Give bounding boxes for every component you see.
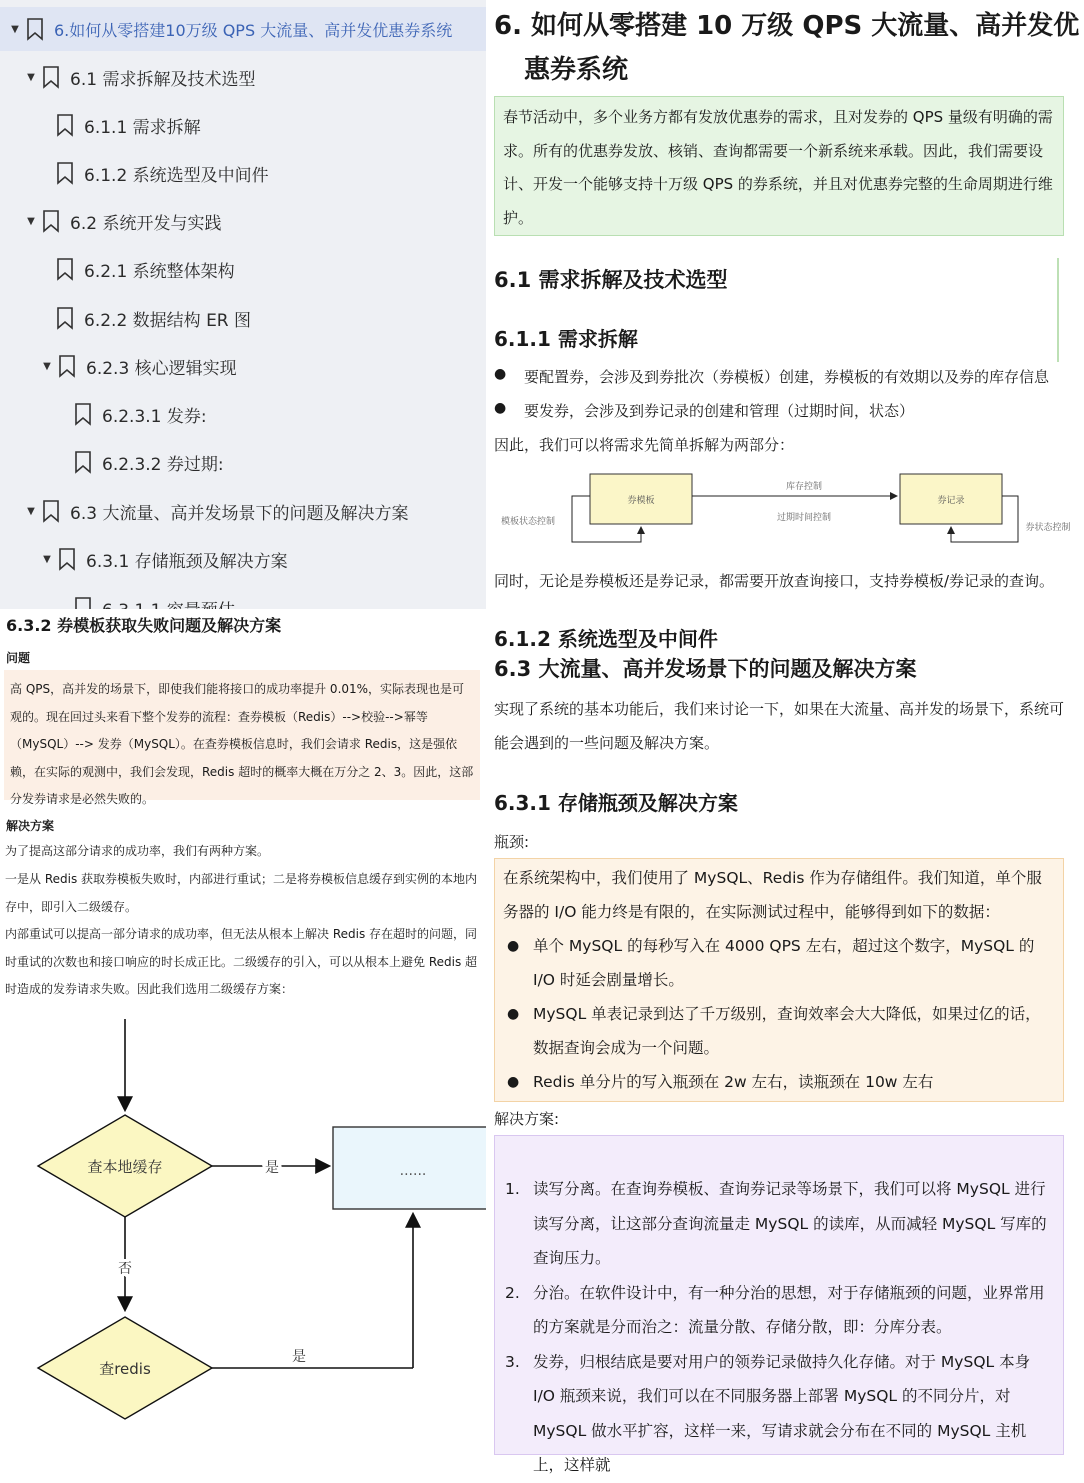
ordered-item-text: 分治。在软件设计中，有一种分治的思想，对于存储瓶颈的问题，业界常用的方案就是分而治之：流量分散、存储分散，即：分库分表。: [533, 1283, 1045, 1336]
bookmark-icon: [74, 451, 92, 473]
paragraph: 同时，无论是券模板还是券记录，都需要开放查询接口，支持券模板/券记录的查询。: [494, 572, 1055, 590]
outline-item-label: 6.2.3.1 发券:: [102, 406, 207, 427]
bookmark-icon: [26, 18, 44, 40]
ordered-item: [503, 1345, 1055, 1483]
cache-flowchart: [0, 1009, 486, 1443]
heading-6-3-1: 6.3.1 存储瓶颈及解决方案: [494, 791, 738, 815]
ordered-item-text: 读写分离。在查询券模板、查询券记录等场景下，我们可以将 MySQL 进行读写分离，让这部分查询流量走 MySQL 的读库，从而减轻 MySQL 写库的查询压力。: [533, 1180, 1047, 1267]
list-number: 3.: [505, 1352, 520, 1371]
ordered-item: [503, 1276, 1055, 1345]
bottleneck-intro: 在系统架构中，我们使用了 MySQL、Redis 作为存储组件。我们知道，单个服务器的 I/O 能力终是有限的，在实际测试过程中，能够得到如下的数据：: [503, 869, 1042, 921]
collapse-caret-icon[interactable]: ▼: [27, 71, 35, 83]
outline-item-label: 6.2 系统开发与实践: [70, 213, 222, 234]
bookmark-icon: [58, 355, 76, 377]
list-number: 1.: [505, 1180, 520, 1198]
bullet-item: [494, 400, 914, 421]
outline-item-6-1-2[interactable]: [52, 151, 269, 195]
outline-item-6-2-2[interactable]: [52, 296, 251, 340]
outline-item-label: 6.2.1 系统整体架构: [84, 261, 235, 282]
bookmark-icon: [56, 258, 74, 280]
bookmark-icon: [56, 307, 74, 329]
outline-item-label: 6.1.2 系统选型及中间件: [84, 165, 269, 186]
bookmark-icon: [56, 162, 74, 184]
outline-item-label: 6.3.1 存储瓶颈及解决方案: [86, 551, 288, 572]
result-box-label: ......: [399, 1163, 427, 1179]
heading-6-1: 6.1 需求拆解及技术选型: [494, 268, 728, 292]
outline-item-6[interactable]: [0, 7, 486, 51]
outline-item-6-3-1[interactable]: [40, 537, 288, 581]
bullet-text: 单个 MySQL 的每秒写入在 4000 QPS 左右，超过这个数字，MySQL 的 I/O 时延会剧量增长。: [533, 937, 1035, 989]
problem-label: 问题: [6, 651, 31, 665]
bullet-item: [503, 929, 1055, 997]
record-state-label: 券状态控制: [1025, 523, 1071, 533]
bullet-dot: ●: [507, 1074, 520, 1090]
list-number: 2.: [505, 1283, 520, 1302]
ordered-item: [503, 1172, 1055, 1276]
left-document: [0, 609, 486, 1443]
no-label: 否: [118, 1261, 132, 1277]
outline-item-6-2-1[interactable]: [52, 247, 235, 291]
bookmark-icon: [58, 548, 76, 570]
bookmark-icon: [42, 66, 60, 88]
paragraph: 能会遇到的一些问题及解决方案。: [494, 734, 720, 752]
coupon-split-diagram: [494, 462, 1074, 552]
outline-item-6-1[interactable]: [24, 55, 255, 99]
problem-text: 高 QPS，高并发的场景下，即使我们能将接口的成功率提升 0.01%，实际表现也是可观的。现在回过头来看下整个发券的流程：查券模板（Redis）-->校验-->幂等（MySQL）--> 发券（MySQL）。在查券模板信息时，我们会请求 Redis，这是强依赖，在实际的观测中，我们会发现，Redis 超时的概率大概在万分之 2、3。因此，这部分发券请求是必然失败的。: [10, 682, 474, 806]
decision-local-cache-label: 查本地缓存: [87, 1158, 163, 1176]
solution-label: 解决方案:: [494, 1110, 560, 1128]
outline-item-label: 6.2.3.2 券过期:: [102, 454, 224, 475]
bullet-dot: ●: [494, 366, 507, 382]
outline-item-6-2[interactable]: [24, 199, 221, 243]
bullet-item: [494, 366, 1049, 387]
stock-control-label: 库存控制: [785, 482, 823, 492]
record-box-label: 券记录: [937, 496, 965, 506]
problem-callout: [4, 670, 480, 806]
outline-item-6-3[interactable]: [24, 489, 408, 533]
template-state-label: 模板状态控制: [500, 517, 556, 527]
bookmark-icon: [42, 210, 60, 232]
outline-item-label: 6.1.1 需求拆解: [84, 117, 201, 138]
bottleneck-callout: [494, 858, 1064, 1102]
outline-item-label: 6.如何从零搭建10万级 QPS 大流量、高并发优惠券系统: [54, 20, 453, 40]
outline-item-6-2-3-2[interactable]: [70, 440, 224, 484]
page-title: 6. 如何从零搭建 10 万级 QPS 大流量、高并发优: [494, 11, 1080, 41]
bullet-text: Redis 单分片的写入瓶颈在 2w 左右，读瓶颈在 10w 左右: [533, 1073, 934, 1091]
section-heading-6-3-2: 6.3.2 券模板获取失败问题及解决方案: [6, 616, 282, 635]
paragraph: 实现了系统的基本功能后，我们来讨论一下，如果在大流量、高并发的场景下，系统可: [494, 700, 1065, 718]
collapse-caret-icon[interactable]: ▼: [11, 23, 19, 35]
paragraph: 内部重试可以提高一部分请求的成功率，但无法从根本上解决 Redis 存在超时的问题，同时重试的次数也和接口响应的时长成正比。二级缓存的引入，可以从根本上避免 Redis 超时造成的发券请求失败。因此我们选用二级缓存方案：: [5, 927, 478, 996]
outline-item-6-1-1[interactable]: [52, 103, 201, 147]
bookmark-icon: [56, 114, 74, 136]
bullet-dot: ●: [494, 400, 507, 416]
outline-panel: [0, 0, 486, 609]
yes-label: 是: [265, 1160, 279, 1176]
solution-label: 解决方案: [6, 819, 55, 833]
collapse-caret-icon[interactable]: ▼: [27, 215, 35, 227]
bullet-text: 要配置券，会涉及到券批次（券模板）创建，券模板的有效期以及券的库存信息: [524, 368, 1050, 386]
side-bar: [1057, 258, 1059, 362]
outline-item-6-2-3[interactable]: [40, 344, 237, 388]
bookmark-icon: [42, 500, 60, 522]
bullet-item: [503, 997, 1055, 1065]
paragraph: 因此，我们可以将需求先简单拆解为两部分：: [494, 436, 795, 454]
heading-6-3: 6.3 大流量、高并发场景下的问题及解决方案: [494, 657, 917, 681]
ordered-item-text: 发券，归根结底是要对用户的领券记录做持久化存储。对于 MySQL 本身 I/O 瓶颈来说，我们可以在不同服务器上部署 MySQL 的不同分片，对 MySQL 做水平扩容，这样一来，写请求就会分布在不同的 MySQL 主机上，这样就: [533, 1352, 1031, 1474]
bullet-dot: ●: [507, 938, 520, 954]
bullet-item: [503, 1065, 1055, 1099]
outline-item-label: 6.1 需求拆解及技术选型: [70, 69, 256, 90]
intro-text: 春节活动中，多个业务方都有发放优惠券的需求，且对发券的 QPS 量级有明确的需求。所有的优惠券发放、核销、查询都需要一个新系统来承载。因此，我们需要设计、开发一个能够支持十万级 QPS 的券系统，并且对优惠券完整的生命周期进行维护。: [503, 108, 1053, 227]
bullet-dot: ●: [507, 1006, 520, 1022]
yes-label: 是: [292, 1349, 306, 1365]
decision-redis-label: 查redis: [99, 1360, 151, 1378]
paragraph: 一是从 Redis 获取券模板失败时，内部进行重试；二是将券模板信息缓存到实例的本地内存中，即引入二级缓存。: [5, 872, 478, 914]
outline-item-label: 6.2.3 核心逻辑实现: [86, 358, 237, 379]
collapse-caret-icon[interactable]: ▼: [43, 553, 51, 565]
bullet-text: MySQL 单表记录到达了千万级别，查询效率会大大降低，如果过亿的话，数据查询会成为一个问题。: [533, 1005, 1041, 1057]
outline-item-label: 6.3 大流量、高并发场景下的问题及解决方案: [70, 503, 409, 524]
bottleneck-label: 瓶颈:: [494, 833, 530, 851]
right-document: [486, 0, 1080, 1474]
outline-item-label: 6.2.2 数据结构 ER 图: [84, 310, 252, 331]
bookmark-icon: [74, 403, 92, 425]
heading-6-1-2: 6.1.2 系统选型及中间件: [494, 627, 718, 651]
outline-item-6-2-3-1[interactable]: [70, 392, 207, 436]
paragraph: 为了提高这部分请求的成功率，我们有两种方案。: [5, 844, 270, 858]
template-box-label: 券模板: [627, 496, 655, 506]
expire-control-label: 过期时间控制: [776, 513, 832, 523]
collapse-caret-icon[interactable]: ▼: [27, 505, 35, 517]
heading-6-1-1: 6.1.1 需求拆解: [494, 327, 638, 351]
bullet-text: 要发券，会涉及到券记录的创建和管理（过期时间，状态）: [524, 402, 915, 420]
solution-callout: [494, 1135, 1064, 1474]
intro-callout: [494, 96, 1064, 236]
page-title-continued: 惠券系统: [524, 55, 629, 85]
collapse-caret-icon[interactable]: ▼: [43, 360, 51, 372]
